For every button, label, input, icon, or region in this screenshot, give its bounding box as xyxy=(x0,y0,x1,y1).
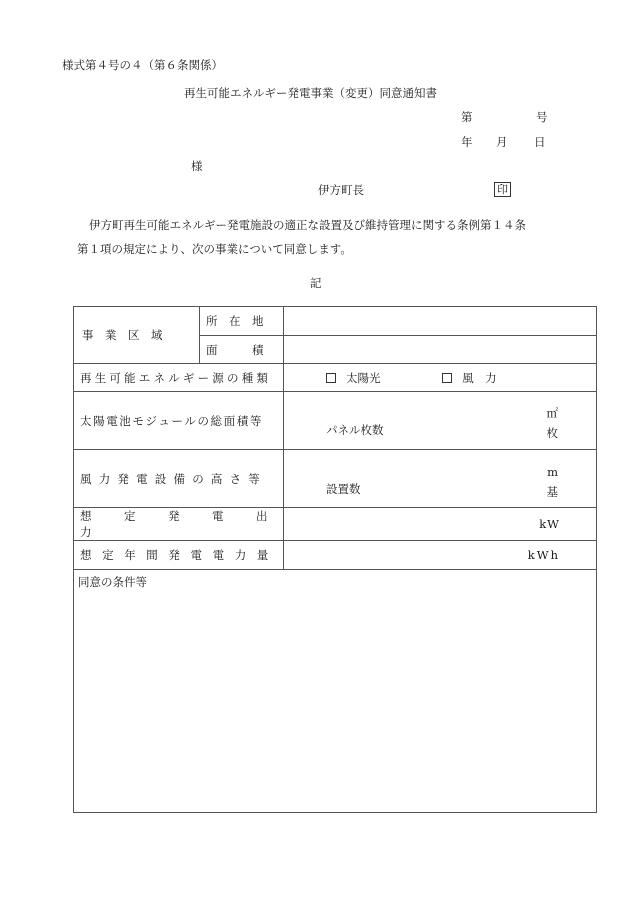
conditions-cell[interactable] xyxy=(74,570,597,813)
project-table xyxy=(73,306,597,813)
energy-type-value-cell xyxy=(284,364,597,392)
document-title: 再生可能エネルギー発電事業（変更）同意通知書 xyxy=(184,86,437,100)
solar-value-cell[interactable] xyxy=(284,392,597,450)
wind-height-unit: m xyxy=(547,465,558,479)
wind-count-unit: 基 xyxy=(546,485,558,499)
output-unit: kW xyxy=(539,517,560,531)
solar-area-unit: ㎡ xyxy=(546,406,558,420)
energy-type-label-cell xyxy=(74,364,284,392)
solar-label: 太陽電池モジュールの総面積等 xyxy=(80,413,263,428)
body-line-2: 第１項の規定により、次の事業について同意します。 xyxy=(77,242,352,256)
size-label-cell xyxy=(200,336,284,364)
solar-option-label: 太陽光 xyxy=(346,370,381,385)
location-label-cell xyxy=(200,307,284,336)
body-line-1: 伊方町再生可能エネルギー発電施設の適正な設置及び維持管理に関する条例第１４条 xyxy=(89,218,526,232)
annual-value-cell[interactable] xyxy=(284,541,597,570)
size-value-cell[interactable] xyxy=(284,336,597,364)
annual-label-cell xyxy=(74,541,284,570)
wind-value-cell[interactable] xyxy=(284,450,597,508)
solar-label-cell xyxy=(74,392,284,450)
form-number: 様式第４号の４（第６条関係） xyxy=(62,58,223,72)
output-value-cell[interactable] xyxy=(284,508,597,541)
date-day: 日 xyxy=(534,135,546,149)
date-year: 年 xyxy=(461,135,473,149)
location-label: 所 在 地 xyxy=(206,314,264,328)
annual-label: 想定年間発電電力量 xyxy=(80,548,279,562)
solar-panels-label: パネル枚数 xyxy=(326,423,384,437)
area-label: 事 業 区 域 xyxy=(82,328,163,342)
issuer-title: 伊方町長 xyxy=(318,183,364,197)
seal-mark xyxy=(494,182,511,197)
seal-text: 印 xyxy=(494,182,511,197)
solar-option[interactable] xyxy=(326,370,381,386)
annual-unit: kWh xyxy=(527,548,560,562)
wind-option[interactable] xyxy=(442,370,497,386)
location-value-cell[interactable] xyxy=(284,307,597,336)
number-suffix: 号 xyxy=(536,110,548,124)
ki-heading: 記 xyxy=(310,276,322,290)
wind-checkbox-icon[interactable] xyxy=(442,373,452,383)
wind-label: 風力発電設備の高さ等 xyxy=(80,471,267,486)
solar-checkbox-icon[interactable] xyxy=(326,373,336,383)
size-label: 面 積 xyxy=(206,342,264,357)
wind-option-label: 風 力 xyxy=(462,370,497,385)
number-prefix: 第 xyxy=(461,110,473,124)
wind-label-cell xyxy=(74,450,284,508)
output-label-cell xyxy=(74,508,300,541)
date-month: 月 xyxy=(496,135,508,149)
area-label-cell xyxy=(74,307,200,364)
output-label: 想 定 発 電 出 力 xyxy=(80,509,300,539)
solar-panels-unit: 枚 xyxy=(546,426,558,440)
addressee-suffix: 様 xyxy=(191,159,203,173)
conditions-label: 同意の条件等 xyxy=(78,575,147,589)
energy-type-label: 再生可能エネルギー源の種類 xyxy=(80,370,272,385)
wind-count-label: 設置数 xyxy=(326,482,361,496)
